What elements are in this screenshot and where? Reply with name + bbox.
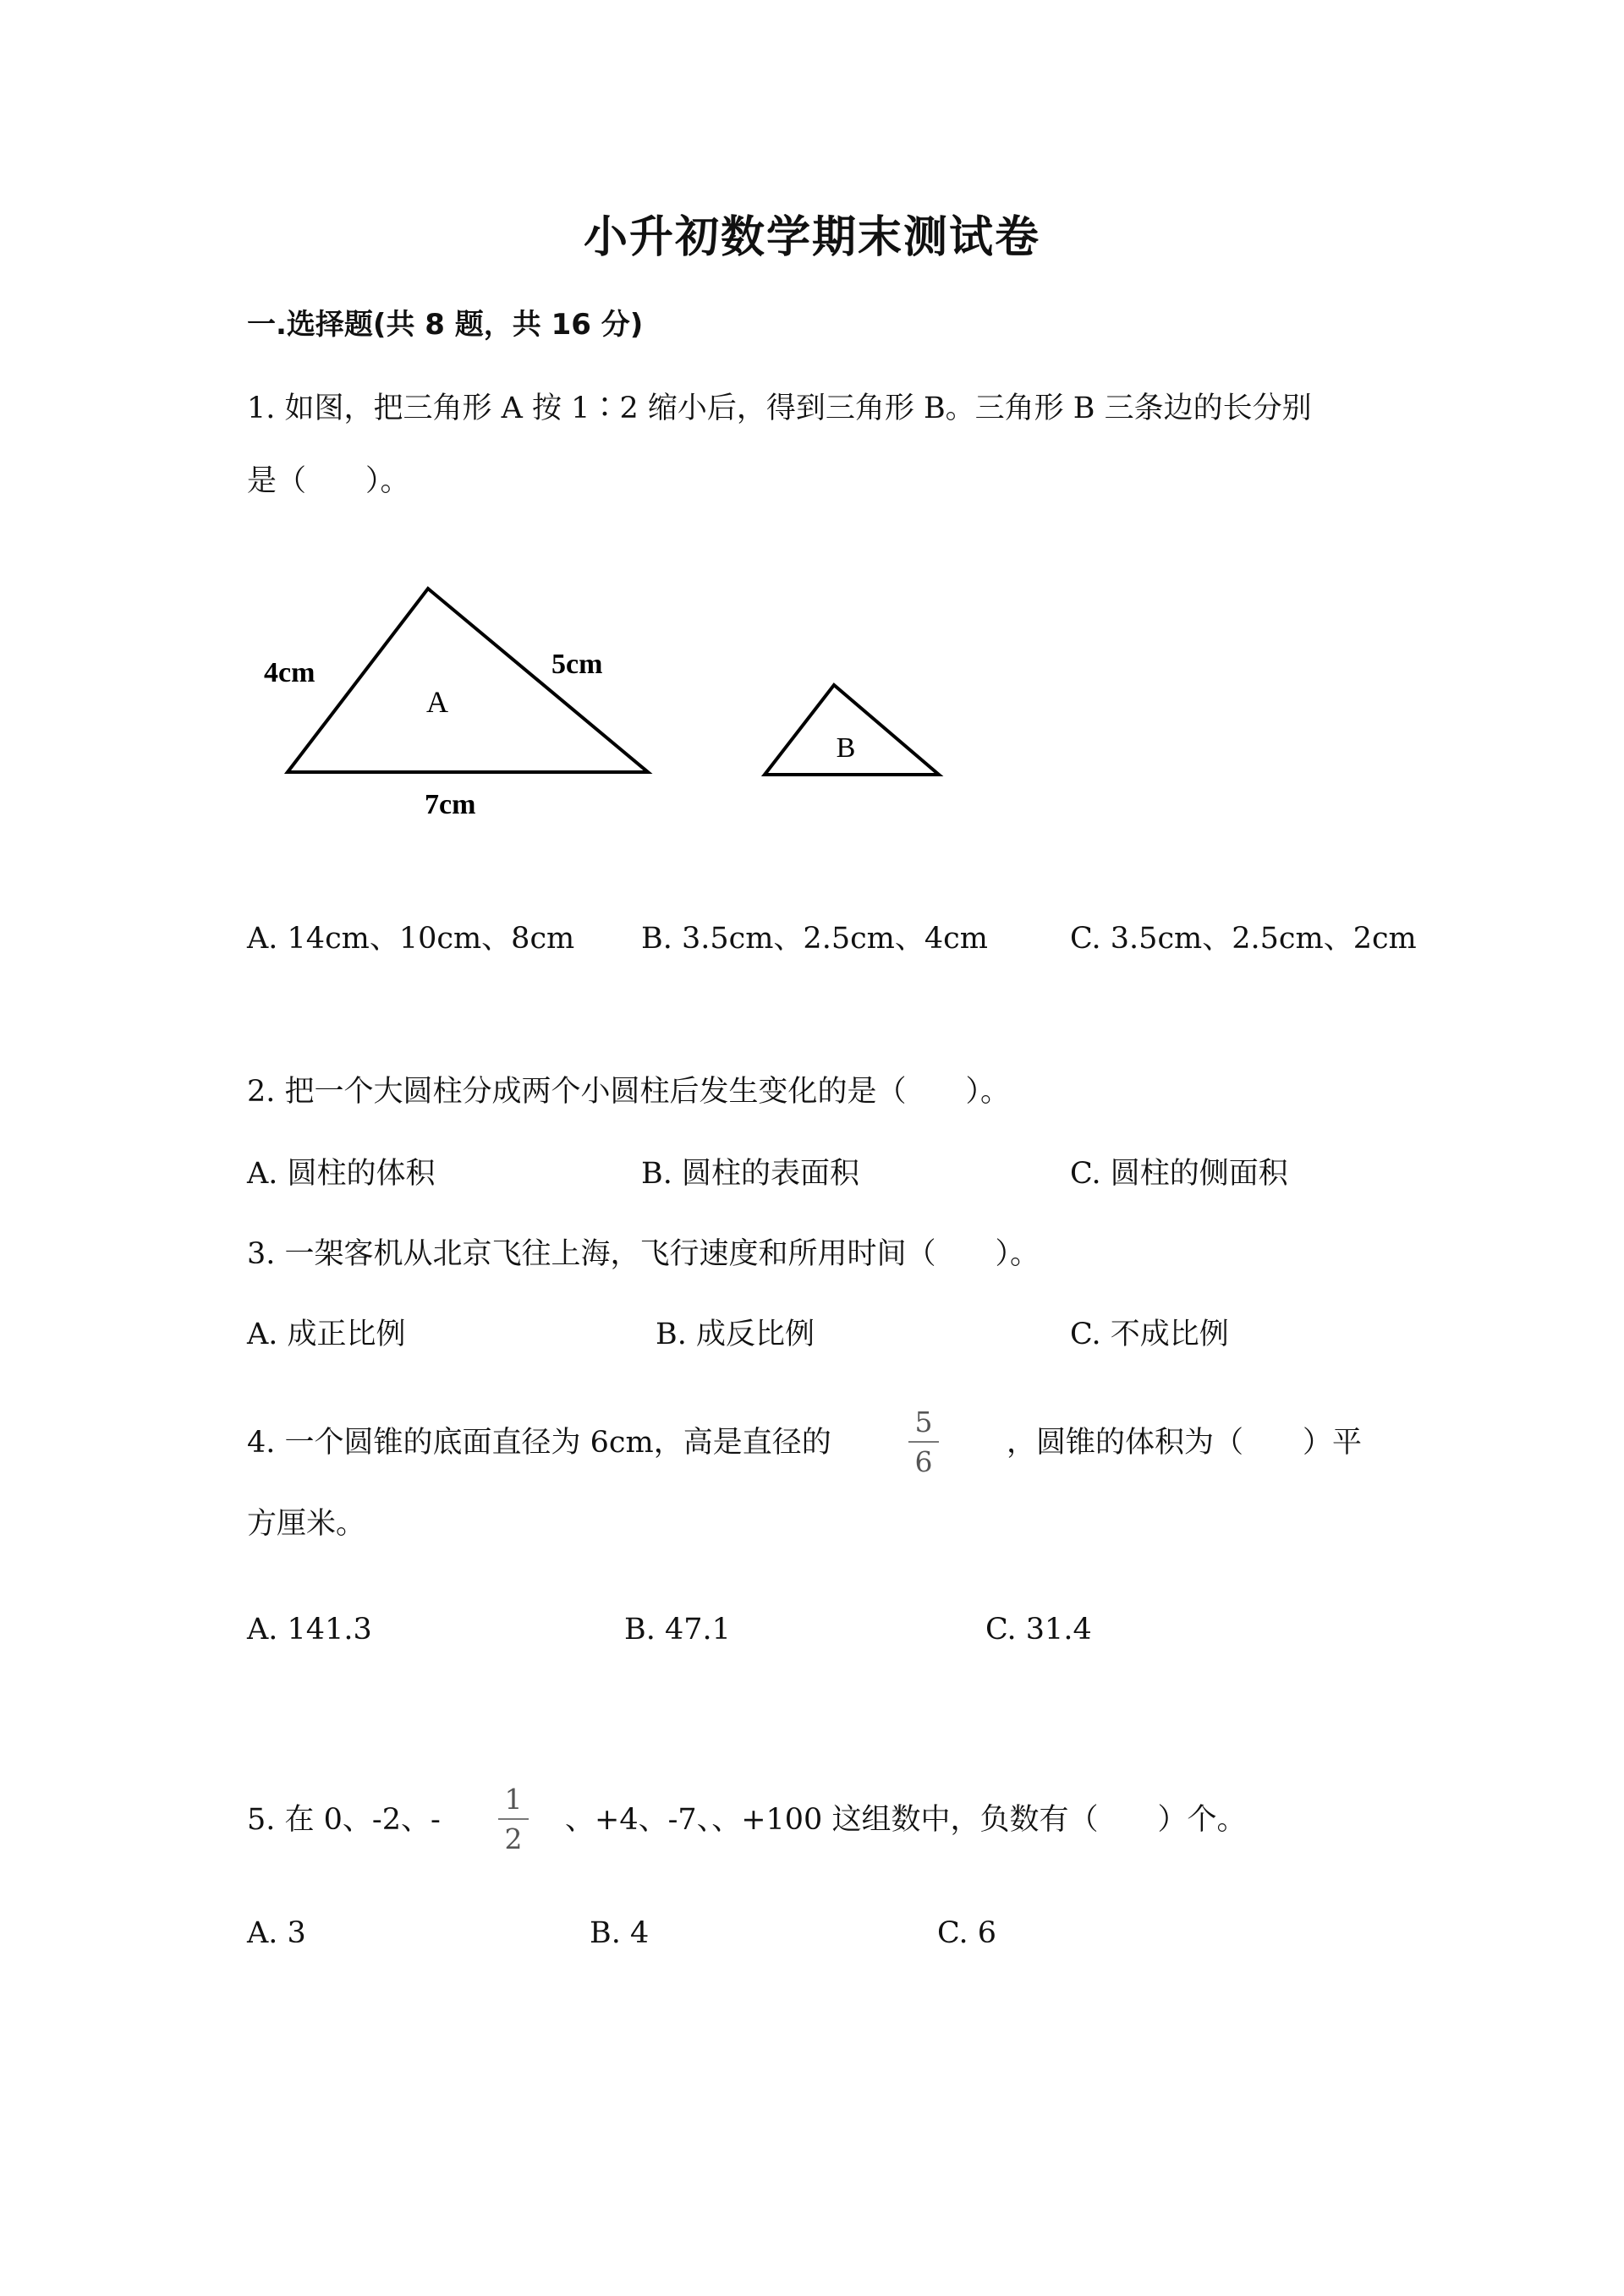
side-right-label: 5cm [551,649,603,680]
page-title: 小升初数学期末测试卷 [583,211,1040,263]
q4-option-c: C. 31.4 [985,1613,1092,1647]
question-5-part-a: 5. 在 0、-2、- [247,1803,441,1837]
fraction-bar [908,1441,939,1443]
question-5-part-b: 、+4、-7、、+100 这组数中，负数有（ ）个。 [565,1803,1247,1837]
fraction-numerator: 1 [504,1783,523,1816]
q5-option-b: B. 4 [590,1916,650,1950]
q2-option-a: A. 圆柱的体积 [247,1157,436,1191]
section-heading: 一.选择题(共 8 题，共 16 分) [247,308,644,342]
side-bottom-label: 7cm [425,789,476,820]
question-4-part-a: 4. 一个圆锥的底面直径为 6cm，高是直径的 [247,1426,831,1460]
fraction-denominator: 2 [504,1822,523,1855]
question-1-line-1: 1. 如图，把三角形 A 按 1∶2 缩小后，得到三角形 B。三角形 B 三条边的长分别 [247,392,1312,425]
q5-option-c: C. 6 [937,1916,997,1950]
triangle-a-label: A [426,685,448,719]
q1-option-c: C. 3.5cm、2.5cm、2cm [1070,922,1417,956]
question-3: 3. 一架客机从北京飞往上海，飞行速度和所用时间（ ）。 [247,1237,1040,1271]
q4-option-a: A. 141.3 [247,1613,372,1647]
question-4-part-b: ，圆锥的体积为（ ）平 [1007,1426,1363,1460]
q1-option-b: B. 3.5cm、2.5cm、4cm [641,922,988,956]
q4-option-b: B. 47.1 [624,1613,731,1647]
q3-option-a: A. 成正比例 [247,1318,406,1351]
fraction-bar [498,1818,529,1820]
q2-option-b: B. 圆柱的表面积 [641,1157,859,1191]
question-4-line-2: 方厘米。 [247,1507,366,1541]
question-1-line-2: 是（ ）。 [247,464,410,498]
fraction-1-2 [497,1785,530,1853]
q5-option-a: A. 3 [247,1916,306,1950]
q3-option-c: C. 不成比例 [1070,1318,1229,1351]
triangle-b-label: B [836,732,856,764]
q2-option-c: C. 圆柱的侧面积 [1070,1157,1288,1191]
triangle-a [288,589,648,772]
q3-option-b: B. 成反比例 [656,1318,815,1351]
fraction-5-6 [907,1408,941,1476]
side-left-label: 4cm [264,657,315,688]
question-2: 2. 把一个大圆柱分成两个小圆柱后发生变化的是（ ）。 [247,1075,1011,1109]
fraction-numerator: 5 [914,1406,933,1438]
fraction-denominator: 6 [914,1445,933,1478]
q1-option-a: A. 14cm、10cm、8cm [247,922,575,956]
